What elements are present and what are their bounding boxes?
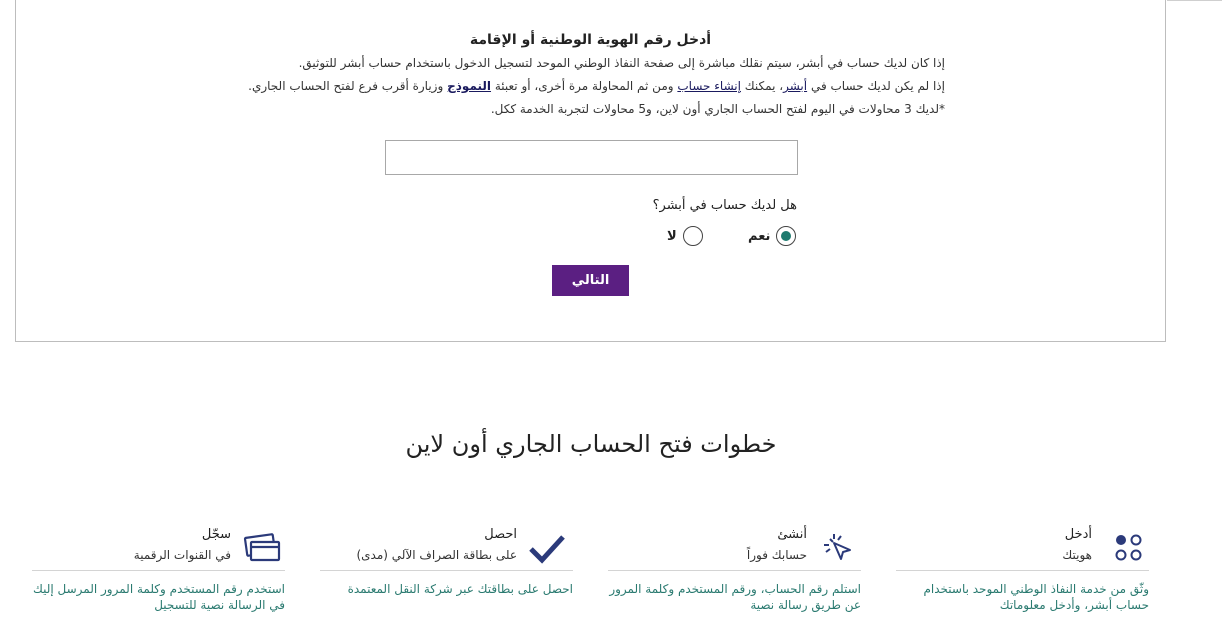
- step-name: سجّل: [201, 527, 231, 542]
- step-desc: وثّق من خدمة النفاذ الوطني الموحد باستخدام حساب أبشر، وأدخل معلوماتك: [923, 582, 1149, 612]
- dots-grid-icon: [1110, 531, 1148, 565]
- step-name: أدخل: [1064, 527, 1092, 542]
- step-divider: [896, 570, 1149, 571]
- step-divider: [320, 570, 573, 571]
- step-desc: احصل على بطاقتك عبر شركة النقل المعتمدة: [347, 582, 573, 596]
- info-line-2-b: ، يمكنك: [744, 79, 784, 93]
- radio-no[interactable]: [667, 226, 703, 246]
- step-sub: في القنوات الرقمية: [133, 548, 231, 562]
- info-line-2-d: وزيارة أقرب فرع لفتح الحساب الجاري.: [248, 79, 444, 93]
- absher-link[interactable]: أبشر: [783, 79, 808, 93]
- cards-icon: [243, 531, 281, 565]
- step-sub: هويتك: [1062, 548, 1092, 562]
- step-register: [32, 527, 285, 637]
- info-line-3: *لديك 3 محاولات في اليوم لفتح الحساب الجاري أون لاين، و5 محاولات لتجربة الخدمة ككل.: [490, 102, 945, 116]
- create-account-link[interactable]: إنشاء حساب: [677, 79, 741, 93]
- step-create: [608, 527, 861, 637]
- radio-yes-circle[interactable]: [776, 226, 796, 246]
- step-sub: حسابك فوراً: [746, 548, 807, 562]
- checkmark-icon: [528, 531, 566, 565]
- top-divider: [1167, 0, 1222, 1]
- step-sub: على بطاقة الصراف الآلي (مدى): [356, 548, 517, 562]
- step-name: أنشئ: [777, 527, 807, 542]
- form-link[interactable]: النموذج: [447, 79, 492, 93]
- radio-no-circle[interactable]: [683, 226, 703, 246]
- step-divider: [32, 570, 285, 571]
- radio-selected-dot: [781, 231, 791, 241]
- info-line-2-a: إذا لم يكن لديك حساب في: [810, 79, 945, 93]
- info-line-2: [225, 79, 945, 93]
- step-divider: [608, 570, 861, 571]
- id-number-input[interactable]: [385, 140, 798, 175]
- info-line-2-c: ومن ثم المحاولة مرة أخرى، أو تعبئة: [494, 79, 674, 93]
- step-enter: [896, 527, 1149, 637]
- form-title: أدخل رقم الهوية الوطنية أو الإقامة: [469, 32, 712, 48]
- step-name: احصل: [484, 527, 517, 542]
- step-desc: استخدم رقم المستخدم وكلمة المرور المرسل إليك في الرسالة نصية للتسجيل: [32, 582, 285, 612]
- step-receive: [320, 527, 573, 637]
- absher-question: هل لديك حساب في أبشر؟: [652, 198, 797, 213]
- radio-yes-label: نعم: [748, 228, 771, 244]
- info-line-1: إذا كان لديك حساب في أبشر، سيتم نقلك مباشرة إلى صفحة النفاذ الوطني الموحد لتسجيل الدخول باستخدام حساب أبشر للتوثيق.: [298, 56, 945, 70]
- radio-yes[interactable]: [748, 226, 796, 246]
- step-desc: استلم رقم الحساب، ورقم المستخدم وكلمة المرور عن طريق رسالة نصية: [609, 582, 861, 612]
- steps-title: خطوات فتح الحساب الجاري أون لاين: [405, 430, 777, 458]
- id-entry-form: [15, 0, 1166, 342]
- radio-no-label: لا: [667, 228, 677, 244]
- cursor-click-icon: [820, 531, 858, 565]
- next-button[interactable]: التالي: [552, 265, 629, 296]
